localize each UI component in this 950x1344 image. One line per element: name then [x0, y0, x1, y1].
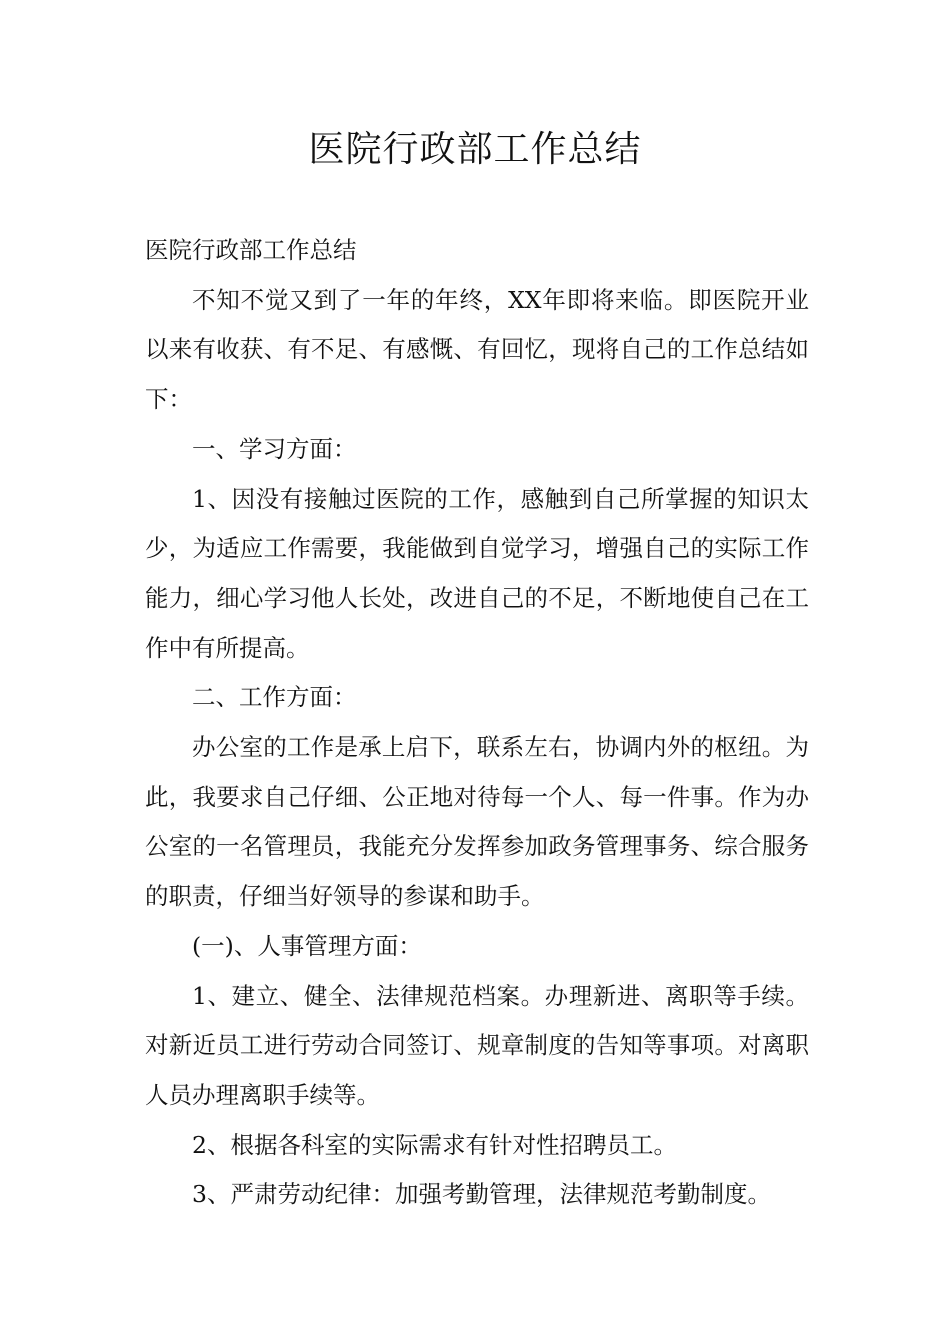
paragraph-personnel-3: 3、严肃劳动纪律：加强考勤管理，法律规范考勤制度。	[192, 1180, 771, 1209]
paragraph-personnel-1: 1、建立、健全、法律规范档案。办理新进、离职等手续。对新近员工进行劳动合同签订、规章制度的告知等事项。对离职人员办理离职手续等。	[145, 981, 809, 1109]
section-heading-work: 二、工作方面：	[192, 683, 357, 712]
document-body	[145, 226, 809, 1220]
document-title: 医院行政部工作总结	[308, 129, 642, 170]
subsection-heading-personnel: (一)、人事管理方面：	[192, 931, 422, 960]
section-heading-study: 一、学习方面：	[192, 434, 357, 463]
paragraph-study-1: 1、因没有接触过医院的工作，感触到自己所掌握的知识太少，为适应工作需要，我能做到自觉学习，增强自己的实际工作能力，细心学习他人长处，改进自己的不足，不断地使自己在工作中有所提高。	[145, 484, 809, 662]
paragraph-personnel-2: 2、根据各科室的实际需求有针对性招聘员工。	[192, 1130, 677, 1159]
paragraph-office: 办公室的工作是承上启下，联系左右，协调内外的枢纽。为此，我要求自己仔细、公正地对待每一个人、每一件事。作为办公室的一名管理员，我能充分发挥参加政务管理事务、综合服务的职责，仔细当好领导的参谋和助手。	[145, 733, 809, 911]
paragraph-intro: 不知不觉又到了一年的年终，XX年即将来临。即医院开业以来有收获、有不足、有感慨、有回忆，现将自己的工作总结如下：	[145, 285, 809, 414]
paragraph-heading: 医院行政部工作总结	[145, 236, 357, 264]
